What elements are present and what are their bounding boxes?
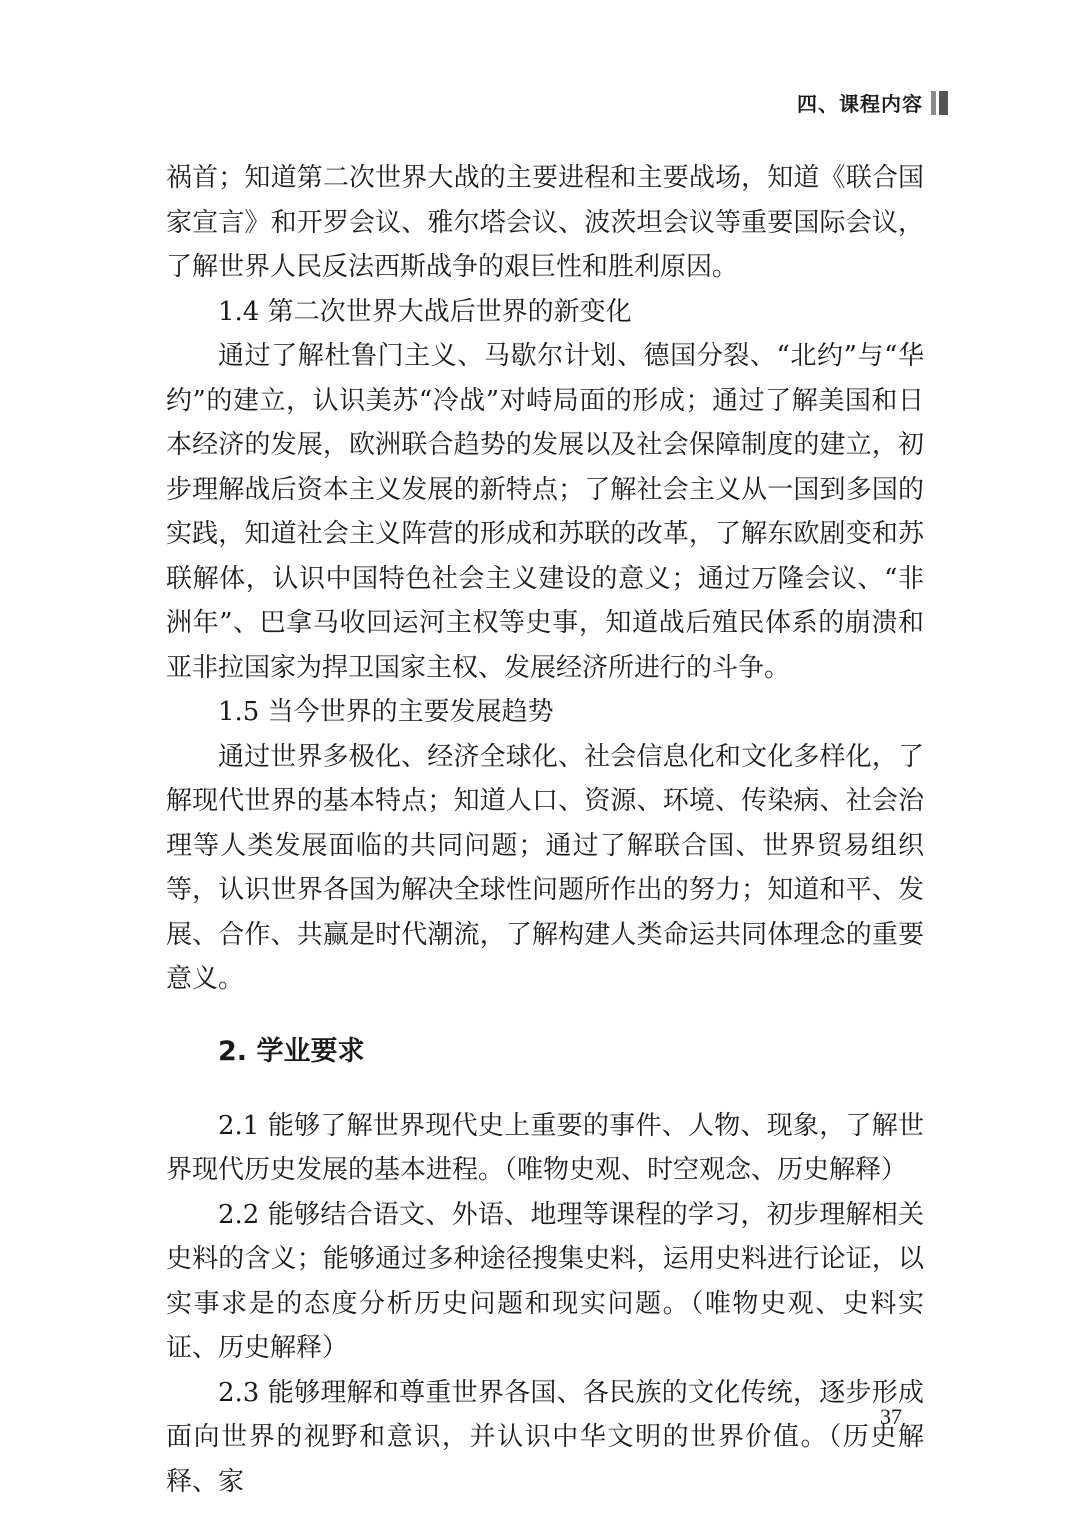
- paragraph-postwar-changes: 通过了解杜鲁门主义、马歇尔计划、德国分裂、“北约”与“华约”的建立，认识美苏“冷战”对峙局面的形成；通过了解美国和日本经济的发展，欧洲联合趋势的发展以及社会保障制度的建立，初步理解战后资本主义发展的新特点；了解社会主义从一国到多国的实践，知道社会主义阵营的形成和苏联的改革，了解东欧剧变和苏联解体，认识中国特色社会主义建设的意义；通过万隆会议、“非洲年”、巴拿马收回运河主权等史事，知道战后殖民体系的崩溃和亚非拉国家为捍卫国家主权、发展经济所进行的斗争。: [166, 341, 924, 683]
- header-bar-thin: [931, 91, 936, 115]
- page-body: [166, 156, 924, 1504]
- requirement-2-2: 2.2 能够结合语文、外语、地理等课程的学习，初步理解相关史料的含义；能够通过多种途径搜集史料，运用史料进行论证，以实事求是的态度分析历史问题和现实问题。（唯物史观、史料实证、历史解释）: [166, 1199, 924, 1363]
- paragraph-continued: 祸首；知道第二次世界大战的主要进程和主要战场，知道《联合国家宣言》和开罗会议、雅尔塔会议、波茨坦会议等重要国际会议，了解世界人民反法西斯战争的艰巨性和胜利原因。: [166, 163, 924, 282]
- header-bars-ornament: [931, 91, 948, 115]
- paragraph-world-trends: 通过世界多极化、经济全球化、社会信息化和文化多样化，了解现代世界的基本特点；知道人口、资源、环境、传染病、社会治理等人类发展面临的共同问题；通过了解联合国、世界贸易组织等，认识世界各国为解决全球性问题所作出的努力；知道和平、发展、合作、共赢是时代潮流，了解构建人类命运共同体理念的重要意义。: [166, 741, 924, 994]
- running-header: [797, 88, 948, 117]
- page-number: 37: [880, 1404, 902, 1429]
- chapter-title: 四、课程内容: [797, 92, 923, 116]
- subheading-1-5: 1.5 当今世界的主要发展趋势: [218, 697, 554, 727]
- section-heading-academic-requirements: 2. 学业要求: [218, 1035, 365, 1067]
- subheading-1-4: 1.4 第二次世界大战后世界的新变化: [218, 296, 632, 327]
- requirement-2-3: 2.3 能够理解和尊重世界各国、各民族的文化传统，逐步形成面向世界的视野和意识，并认识中华文明的世界价值。（历史解释、家: [166, 1377, 924, 1497]
- requirement-2-1: 2.1 能够了解世界现代史上重要的事件、人物、现象，了解世界现代历史发展的基本进程。（唯物史观、时空观念、历史解释）: [166, 1110, 924, 1185]
- header-bar-thick: [939, 91, 948, 115]
